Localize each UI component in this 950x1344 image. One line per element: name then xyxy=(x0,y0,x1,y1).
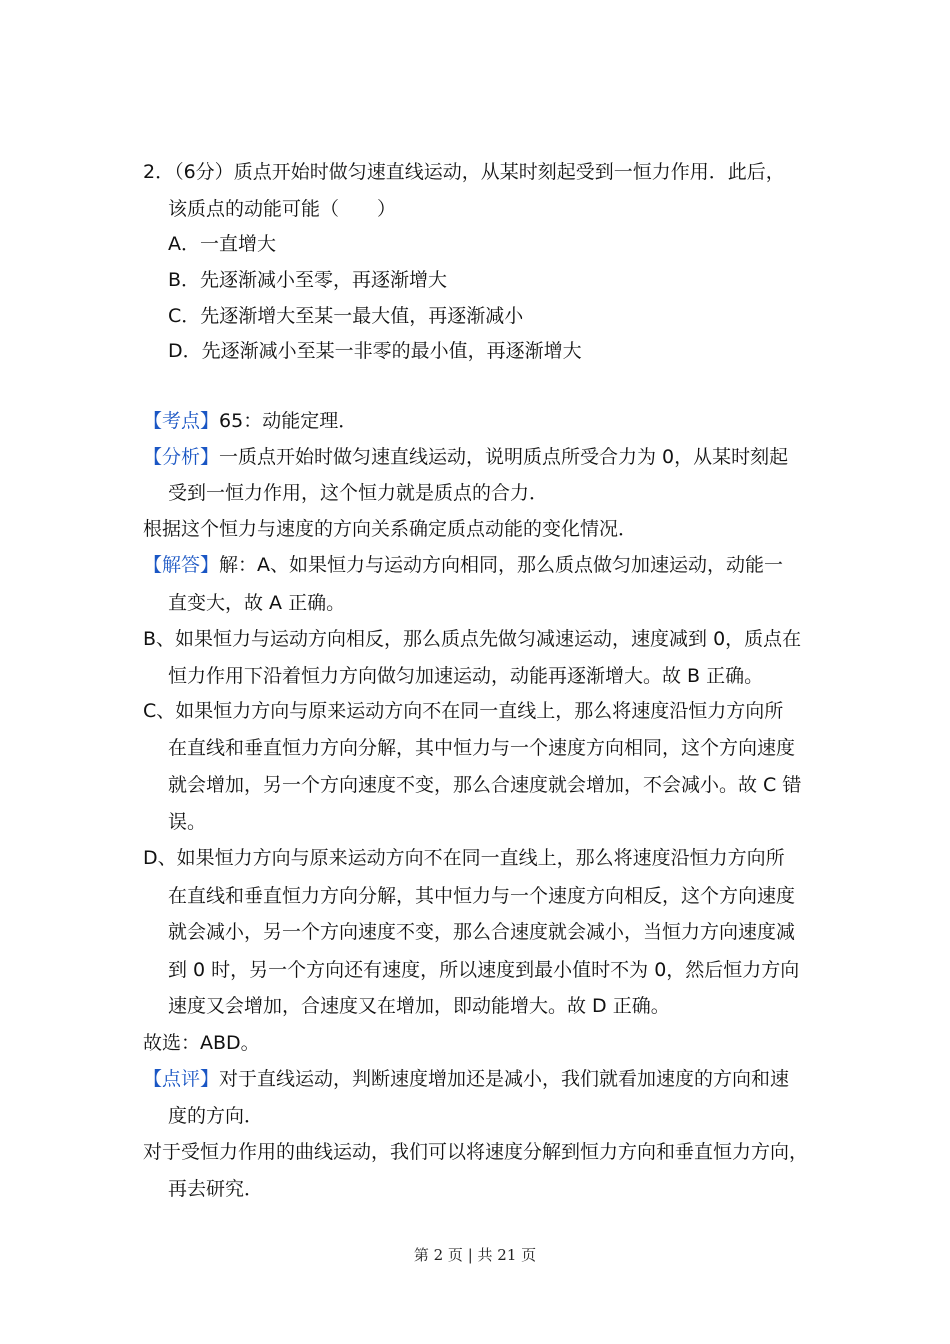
fenxi-line-2: 受到一恒力作用，这个恒力就是质点的合力． xyxy=(168,482,549,504)
page-footer: 第 2 页 | 共 21 页 xyxy=(413,1246,537,1264)
jieda-b-line-2: 恒力作用下沿着恒力方向做匀加速运动，动能再逐渐增大。故 B 正确。 xyxy=(168,665,764,687)
option-b: B．先逐渐减小至零，再逐渐增大 xyxy=(168,269,448,291)
fenxi-line-1 xyxy=(143,445,788,469)
jieda-b-line-1: B、如果恒力与运动方向相反，那么质点先做匀减速运动，速度减到 0，质点在 xyxy=(143,628,802,650)
question-stem-text: 质点开始时做匀速直线运动，从某时刻起受到一恒力作用．此后， xyxy=(233,161,785,183)
jieda-d-line-4: 到 0 时，另一个方向还有速度，所以速度到最小值时不为 0，然后恒力方向 xyxy=(168,959,800,981)
question-stem-line-2: 该质点的动能可能（ ） xyxy=(168,198,397,220)
kaodian-line xyxy=(143,409,357,433)
dianping-line-4: 再去研究． xyxy=(168,1178,264,1200)
dianping-text-1: 对于直线运动，判断速度增加还是减小，我们就看加速度的方向和速 xyxy=(219,1068,790,1090)
kaodian-text: 65：动能定理． xyxy=(219,410,358,432)
dianping-line-3: 对于受恒力作用的曲线运动，我们可以将速度分解到恒力方向和垂直恒力方向， xyxy=(143,1141,809,1163)
dianping-line-1 xyxy=(143,1067,789,1091)
dianping-tag: 【点评】 xyxy=(143,1068,220,1090)
answer-line: 故选：ABD。 xyxy=(143,1032,260,1054)
jieda-line-1 xyxy=(143,553,783,577)
jieda-c-line-1: C、如果恒力方向与原来运动方向不在同一直线上，那么将速度沿恒力方向所 xyxy=(143,700,784,722)
dianping-line-2: 度的方向． xyxy=(168,1105,264,1127)
jieda-text-1: 解：A、如果恒力与运动方向相同，那么质点做匀加速运动，动能一 xyxy=(219,554,784,576)
jieda-tag: 【解答】 xyxy=(143,554,220,576)
jieda-line-2: 直变大，故 A 正确。 xyxy=(168,592,346,614)
option-a: A．一直增大 xyxy=(168,233,276,255)
jieda-d-line-5: 速度又会增加，合速度又在增加，即动能增大。故 D 正确。 xyxy=(168,995,670,1017)
jieda-d-line-3: 就会减小，另一个方向速度不变，那么合速度就会减小，当恒力方向速度减 xyxy=(168,921,796,943)
question-number: 2． xyxy=(143,161,175,183)
fenxi-line-3: 根据这个恒力与速度的方向关系确定质点动能的变化情况． xyxy=(143,518,638,540)
question-score: （6分） xyxy=(174,161,234,183)
question-stem-line-1 xyxy=(143,160,785,184)
fenxi-text-1: 一质点开始时做匀速直线运动，说明质点所受合力为 0，从某时刻起 xyxy=(219,446,789,468)
jieda-c-line-4: 误。 xyxy=(168,811,207,833)
jieda-d-line-2: 在直线和垂直恒力方向分解，其中恒力与一个速度方向相反，这个方向速度 xyxy=(168,885,796,907)
option-d: D．先逐渐减小至某一非零的最小值，再逐渐增大 xyxy=(168,340,582,362)
option-c: C．先逐渐增大至某一最大值，再逐渐减小 xyxy=(168,305,524,327)
kaodian-tag: 【考点】 xyxy=(143,410,220,432)
jieda-c-line-3: 就会增加，另一个方向速度不变，那么合速度就会增加，不会减小。故 C 错 xyxy=(168,774,802,796)
jieda-d-line-1: D、如果恒力方向与原来运动方向不在同一直线上，那么将速度沿恒力方向所 xyxy=(143,847,785,869)
jieda-c-line-2: 在直线和垂直恒力方向分解，其中恒力与一个速度方向相同，这个方向速度 xyxy=(168,737,796,759)
fenxi-tag: 【分析】 xyxy=(143,446,220,468)
